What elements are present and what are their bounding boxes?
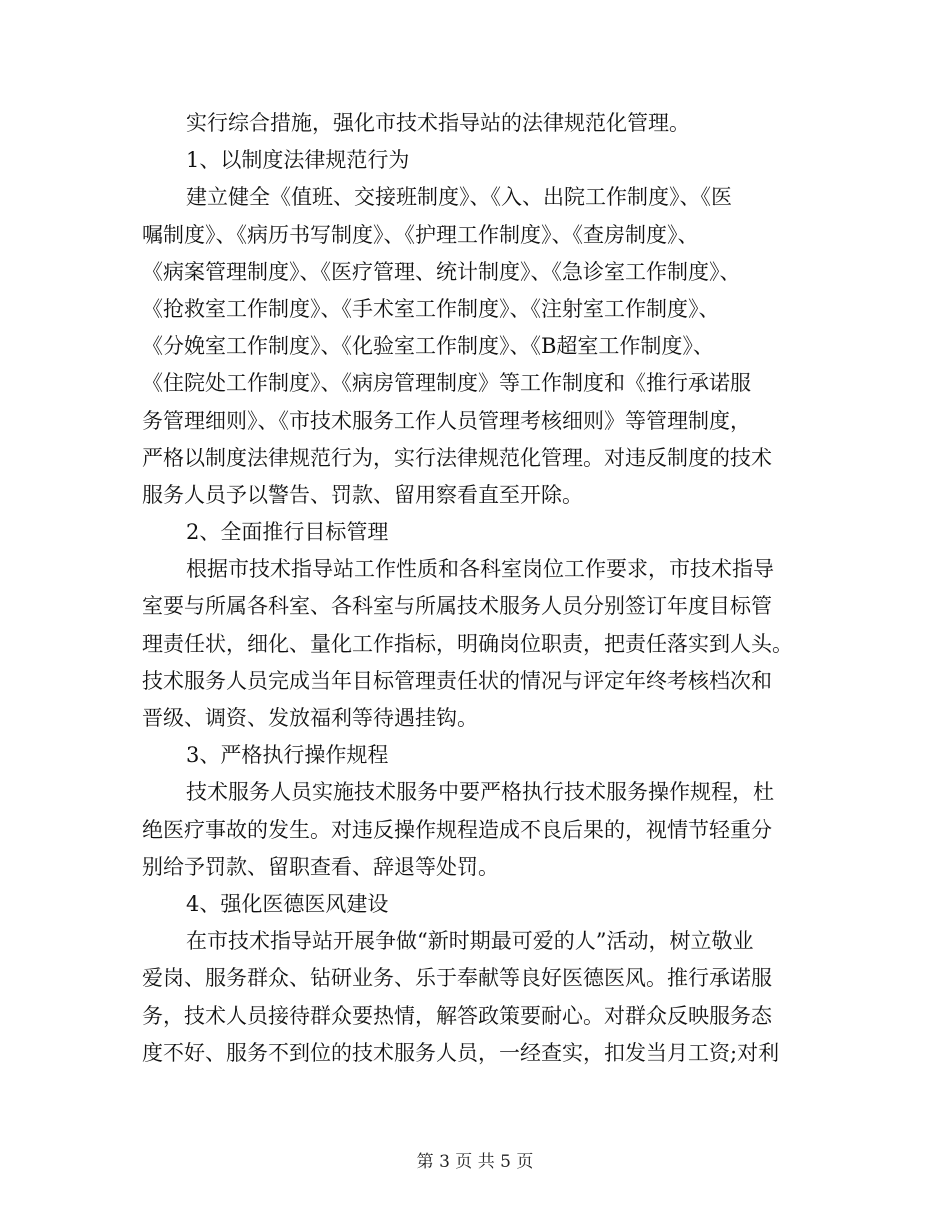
paragraph-line: 建立健全《值班、交接班制度》、《入、出院工作制度》、《医 (186, 185, 732, 210)
paragraph-line: 晋级、调资、发放福利等待遇挂钩。 (142, 706, 478, 730)
paragraph-line: 嘱制度》、《病历书写制度》、《护理工作制度》、《查房制度》、 (142, 222, 699, 247)
paragraph-line: 《病案管理制度》、《医疗管理、统计制度》、《急诊室工作制度》、 (142, 259, 741, 284)
paragraph-line: 根据市技术指导站工作性质和各科室岗位工作要求，市技术指导 (186, 557, 774, 582)
paragraph-line: 理责任状，细化、量化工作指标，明确岗位职责，把责任落实到人头。 (142, 631, 793, 656)
paragraph-line: 《住院处工作制度》、《病房管理制度》等工作制度和《推行承诺服 (142, 371, 751, 396)
paragraph-line: 室要与所属各科室、各科室与所属技术服务人员分别签订年度目标管 (142, 594, 772, 619)
paragraph-line: 务，技术人员接待群众要热情，解答政策要耐心。对群众反映服务态 (142, 1003, 772, 1028)
paragraph-line: 度不好、服务不到位的技术服务人员，一经查实，扣发当月工资;对利 (142, 1040, 780, 1065)
page-number-footer: 第 3 页 共 5 页 (416, 1152, 534, 1172)
paragraph-line: 技术服务人员完成当年目标管理责任状的情况与评定年终考核档次和 (142, 668, 772, 693)
paragraph-line: 技术服务人员实施技术服务中要严格执行技术服务操作规程，杜 (186, 780, 774, 805)
paragraph-line: 《分娩室工作制度》、《化验室工作制度》、《B超室工作制度》、 (142, 334, 714, 359)
document-body (142, 105, 812, 1072)
paragraph-line: 服务人员予以警告、罚款、留用察看直至开除。 (142, 482, 583, 507)
section-heading: 2、全面推行目标管理 (186, 520, 389, 545)
paragraph-line: 绝医疗事故的发生。对违反操作规程造成不良后果的，视情节轻重分 (142, 817, 772, 842)
paragraph-line: 爱岗、服务群众、钻研业务、乐于奉献等良好医德医风。推行承诺服 (142, 966, 772, 991)
section-heading: 4、强化医德医风建设 (186, 891, 389, 916)
paragraph-line: 《抢救室工作制度》、《手术室工作制度》、《注射室工作制度》、 (142, 296, 720, 321)
section-heading: 3、严格执行操作规程 (186, 743, 389, 768)
paragraph-line: 严格以制度法律规范行为，实行法律规范化管理。对违反制度的技术 (142, 445, 772, 470)
paragraph-line: 别给予罚款、留职查看、辞退等处罚。 (142, 854, 499, 879)
paragraph-line: 在市技术指导站开展争做“新时期最可爱的人”活动，树立敬业 (186, 929, 754, 954)
paragraph-line: 实行综合措施，强化市技术指导站的法律规范化管理。 (186, 111, 690, 135)
paragraph-line: 务管理细则》、《市技术服务工作人员管理考核细则》等管理制度， (142, 408, 751, 433)
section-heading: 1、以制度法律规范行为 (186, 148, 410, 173)
